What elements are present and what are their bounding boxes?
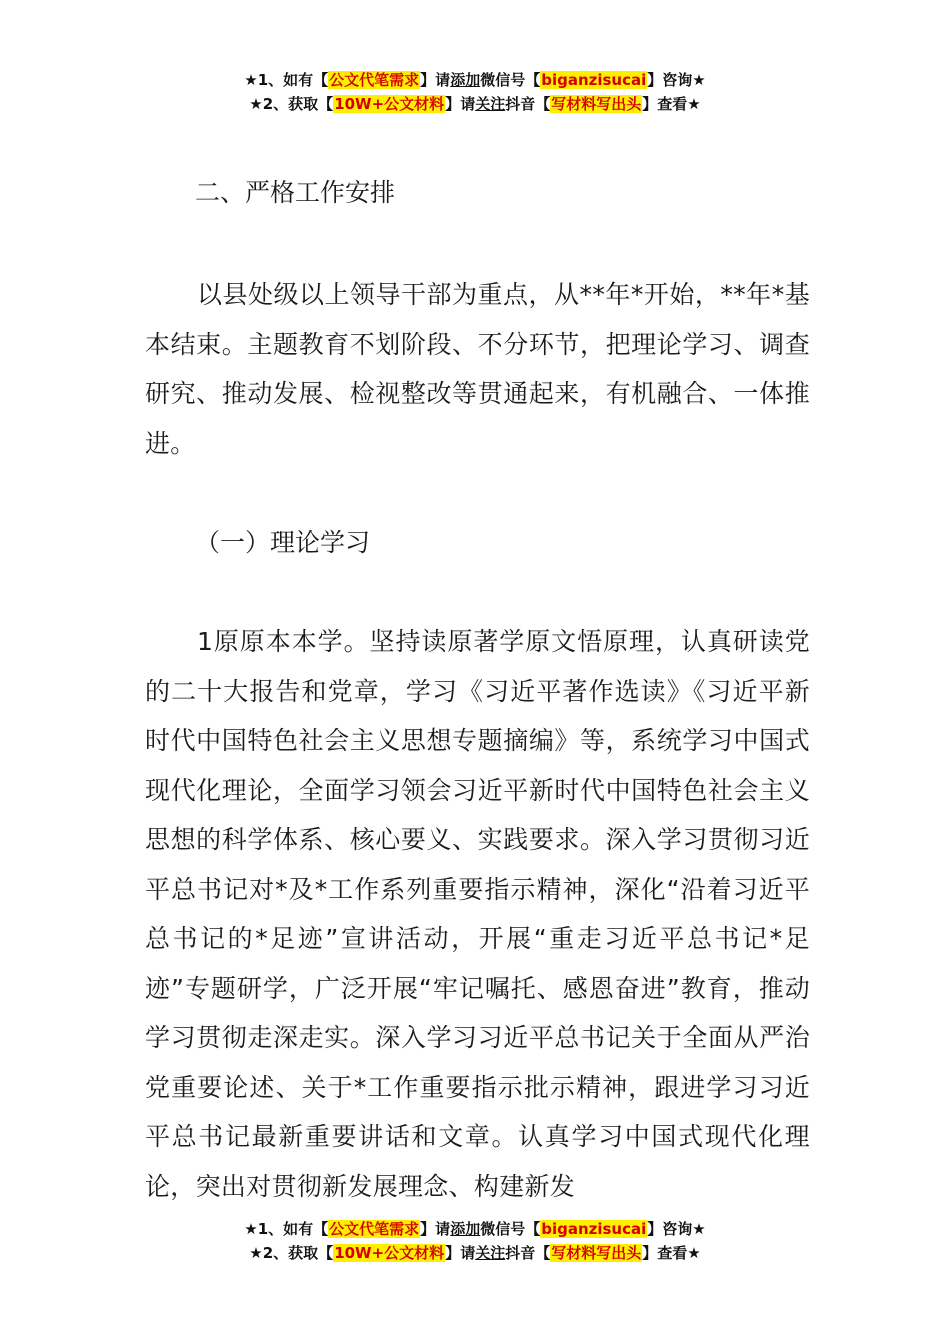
promo-highlight: 公文代笔需求: [329, 71, 420, 89]
promo-underlined: 添加: [450, 71, 481, 89]
promo-highlight: 公文代笔需求: [329, 1220, 420, 1238]
promo-text: ★2、获取【: [249, 1244, 334, 1262]
promo-underlined: 关注: [475, 95, 506, 113]
promo-text: 抖音【: [505, 95, 551, 113]
promo-highlight: 写材料写出头: [551, 1244, 642, 1262]
promo-text: 】请: [445, 95, 476, 113]
promo-line-1: [0, 68, 950, 92]
promo-highlight: 写材料写出头: [551, 95, 642, 113]
promo-highlight: 10W+公文材料: [334, 95, 445, 113]
promo-text: 微信号【: [480, 71, 541, 89]
promo-text: 】请: [420, 71, 451, 89]
promo-text: ★2、获取【: [249, 95, 334, 113]
promo-text: ★1、如有【: [244, 1220, 329, 1238]
promo-text: 】查看★: [642, 1244, 701, 1262]
body-paragraph-1: [145, 270, 810, 468]
promo-text: ★1、如有【: [244, 71, 329, 89]
promo-highlight: 10W+公文材料: [334, 1244, 445, 1262]
body-paragraph-2: [145, 617, 810, 1211]
promo-text: 】咨询★: [647, 1220, 706, 1238]
promo-line-1: [0, 1217, 950, 1241]
promo-text: 微信号【: [480, 1220, 541, 1238]
promo-underlined: 关注: [475, 1244, 506, 1262]
promo-text: 】咨询★: [647, 71, 706, 89]
promo-text: 抖音【: [505, 1244, 551, 1262]
section-heading: 二、严格工作安排: [195, 178, 396, 207]
footer-promo-banner: [0, 1217, 950, 1265]
paragraph-text: 1原原本本学。坚持读原著学原文悟原理，认真研读党的二十大报告和党章，学习《习近平著作选读》《习近平新时代中国特色社会主义思想专题摘编》等，系统学习中国式现代化理论，全面学习领会习近平新时代中国特色社会主义思想的科学体系、核心要义、实践要求。深入学习贯彻习近平总书记对*及*工作系列重要指示精神，深化“沿着习近平总书记的*足迹”宣讲活动，开展“重走习近平总书记*足迹”专题研学，广泛开展“牢记嘱托、感恩奋进”教育，推动学习贯彻走深走实。深入学习习近平总书记关于全面从严治党重要论述、关于*工作重要指示批示精神，跟进学习习近平总书记最新重要讲话和文章。认真学习中国式现代化理论，突出对贯彻新发展理念、构建新发: [145, 627, 810, 1201]
header-promo-banner: [0, 68, 950, 116]
paragraph-text: 以县处级以上领导干部为重点，从**年*开始，**年*基本结束。主题教育不划阶段、不分环节，把理论学习、调查研究、推动发展、检视整改等贯通起来，有机融合、一体推进。: [145, 280, 810, 458]
promo-highlight: biganzisucai: [541, 71, 647, 89]
promo-text: 】请: [445, 1244, 476, 1262]
promo-text: 】请: [420, 1220, 451, 1238]
promo-text: 】查看★: [642, 95, 701, 113]
promo-highlight: biganzisucai: [541, 1220, 647, 1238]
promo-underlined: 添加: [450, 1220, 481, 1238]
promo-line-2: [0, 1241, 950, 1265]
subsection-heading: （一）理论学习: [195, 528, 371, 557]
promo-line-2: [0, 92, 950, 116]
